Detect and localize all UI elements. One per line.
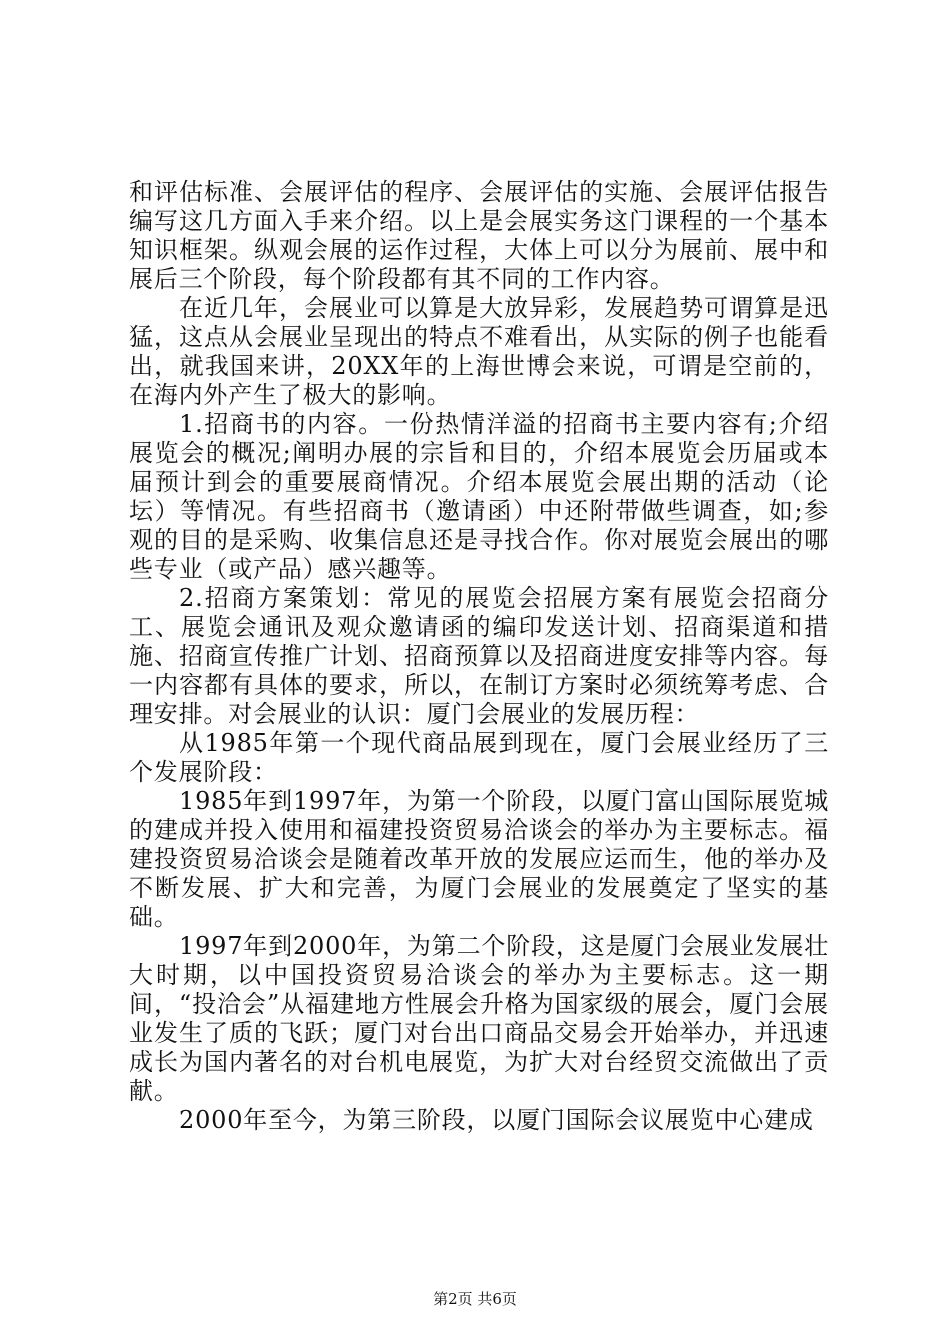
paragraph-stage-three: 2000年至今，为第三阶段，以厦门国际会议展览中心建成: [179, 1106, 814, 1134]
paragraph-investment-plan: 2.招商方案策划：常见的展览会招展方案有展览会招商分工、展览会通讯及观众邀请函的编印发送计划、招商渠道和措施、招商宣传推广计划、招商预算以及招商进度安排等内容。每一内容都有具体的要求，所以，在制订方案时必须统筹考虑、合理安排。对会展业的认识：厦门会展业的发展历程：: [129, 584, 829, 728]
paragraph-stage-two: 1997年到2000年，为第二个阶段，这是厦门会展业发展壮大时期，以中国投资贸易洽谈会的举办为主要标志。这一期间，“投洽会”从福建地方性展会升格为国家级的展会，厦门会展业发生了质的飞跃；厦门对台出口商品交易会开始举办，并迅速成长为国内著名的对台机电展览，为扩大对台经贸交流做出了贡献。: [129, 932, 829, 1105]
document-body: [129, 178, 829, 1135]
paragraph-evaluation-intro: 和评估标准、会展评估的程序、会展评估的实施、会展评估报告编写这几方面入手来介绍。以上是会展实务这门课程的一个基本知识框架。纵观会展的运作过程，大体上可以分为展前、展中和展后三个阶段，每个阶段都有其不同的工作内容。: [129, 178, 829, 293]
page-number-footer: 第2页 共6页: [433, 1290, 517, 1308]
paragraph-history-intro: 从1985年第一个现代商品展到现在，厦门会展业经历了三个发展阶段：: [129, 729, 829, 786]
paragraph-stage-one: 1985年到1997年，为第一个阶段，以厦门富山国际展览城的建成并投入使用和福建投资贸易洽谈会的举办为主要标志。福建投资贸易洽谈会是随着改革开放的发展应运而生，他的举办及不断发展、扩大和完善，为厦门会展业的发展奠定了坚实的基础。: [129, 787, 829, 931]
paragraph-investment-letter: 1.招商书的内容。一份热情洋溢的招商书主要内容有;介绍展览会的概况;阐明办展的宗旨和目的，介绍本展览会历届或本届预计到会的重要展商情况。介绍本展览会展出期的活动（论坛）等情况。有些招商书（邀请函）中还附带做些调查，如;参观的目的是采购、收集信息还是寻找合作。你对展览会展出的哪些专业（或产品）感兴趣等。: [129, 410, 829, 583]
paragraph-industry-growth: 在近几年，会展业可以算是大放异彩，发展趋势可谓算是迅猛，这点从会展业呈现出的特点不难看出，从实际的例子也能看出，就我国来讲，20XX年的上海世博会来说，可谓是空前的，在海内外产生了极大的影响。: [129, 294, 829, 409]
